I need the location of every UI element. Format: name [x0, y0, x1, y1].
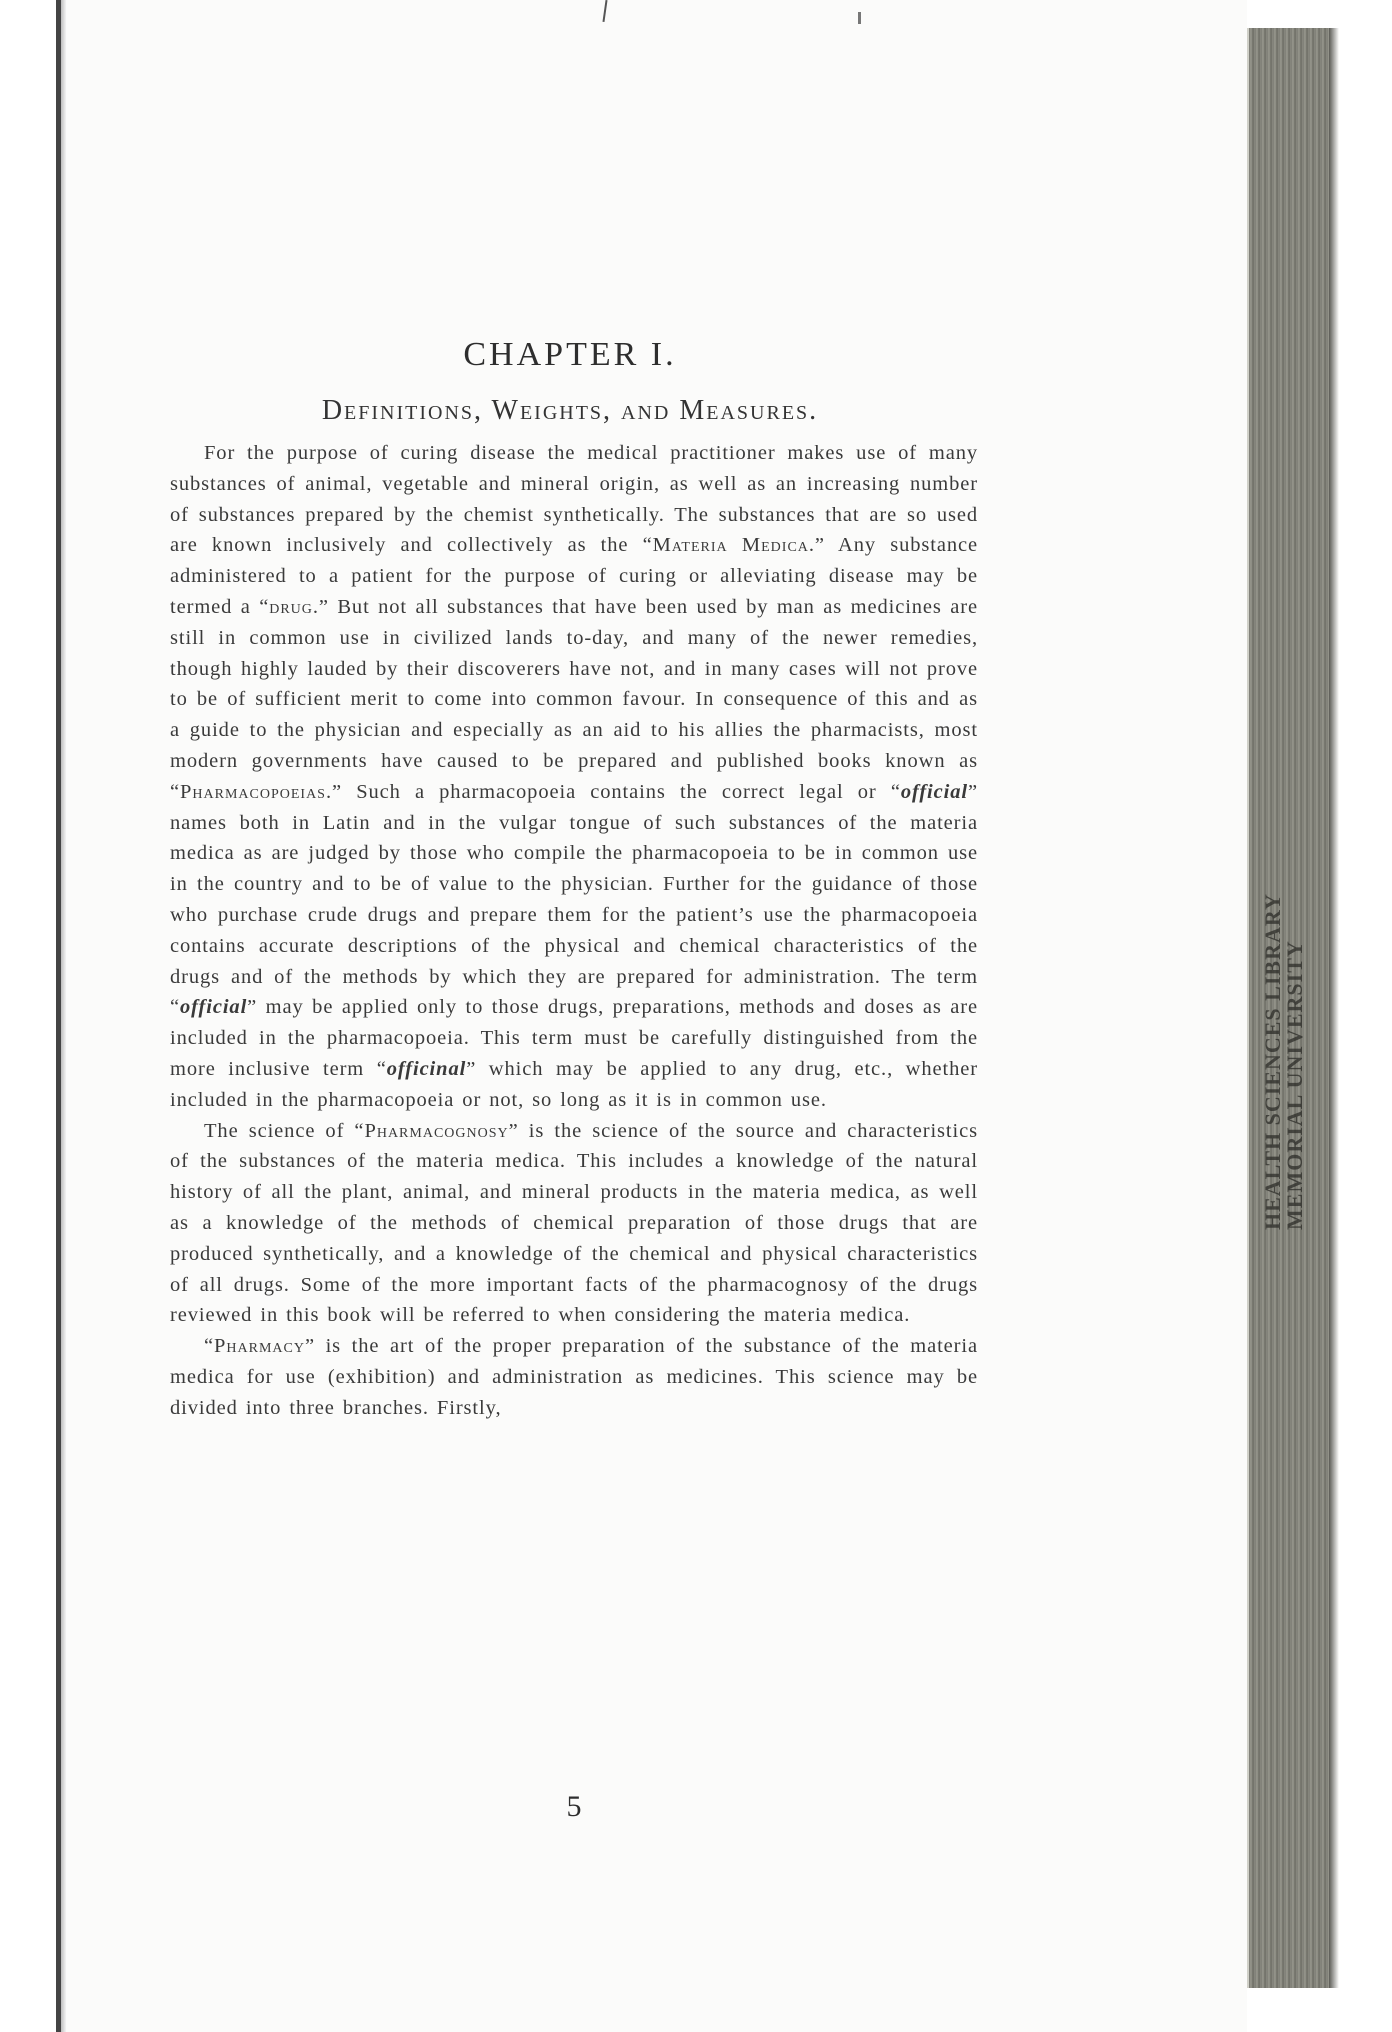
text-run: ” is the art of the proper preparation of the substance of the materia medica for use (exhibition) and administration as medicines. This science may be divided into three branches. Firstly, [170, 1335, 978, 1419]
emphasized-term: officinal [386, 1057, 467, 1080]
emphasized-term: official [180, 996, 248, 1019]
paragraph [170, 1116, 978, 1332]
defined-term: Pharmacopoeias [180, 780, 326, 803]
stamp-line: MEMORIAL UNIVERSITY [1282, 940, 1307, 1230]
text-run: ” which may be applied to any drug, etc., whether included in the pharmacopoeia or not, so long as it is in common use. [170, 1057, 978, 1111]
body-text [170, 438, 978, 1424]
text-run: The science of “ [204, 1119, 365, 1142]
stamp-line: HEALTH SCIENCES LIBRARY [1260, 893, 1285, 1230]
text-run: ” may be applied only to those drugs, preparations, methods and doses as are included in the pharmacopoeia. This term must be carefully distinguished from the more inclusive term “ [170, 996, 978, 1080]
defined-term: Pharmacognosy [364, 1119, 509, 1142]
text-run: .” But not all substances that have been used by man as medicines are still in common use in civilized lands to-day, and many of the newer remedies, though highly lauded by their discoverers have not, and in many cases will not prove to be of sufficient merit to come into common favour. In consequence of this and as a guide to the physician and especially as an aid to his allies the pharmacists, most modern governments have caused to be prepared and published books known as “ [170, 595, 978, 803]
text-run: “ [204, 1335, 214, 1358]
text-run: .” Any substance administered to a patient for the purpose of curing or alleviating disease may be termed a “ [170, 534, 978, 618]
defined-term: drug [269, 595, 313, 618]
text-run: For the purpose of curing disease the medical practitioner makes use of many substances of animal, vegetable and mineral origin, as well as an increasing number of substances prepared by the chemist synthetically. The substances that are so used are known inclusively and collectively as the “ [170, 442, 978, 557]
scan-dot [858, 12, 861, 24]
text-run: ” names both in Latin and in the vulgar tongue of such substances of the materia medica as are judged by those who compile the pharmacopoeia to be in common use in the country and to be of value to the physician. Further for the guidance of those who purchase crude drugs and prepare them for the patient’s use the pharmacopoeia contains accurate descriptions of the physical and chemical characteristics of the drugs and of the methods by which they are prepared for administration. The term “ [170, 780, 978, 1019]
defined-term: Pharmacy [214, 1335, 305, 1358]
emphasized-term: official [900, 780, 968, 803]
text-run: ” is the science of the source and characteristics of the substances of the materia medica. This includes a knowledge of the natural history of all the plant, animal, and mineral products in the materia medica, as well as a knowledge of the methods of chemical preparation of those drugs that are produced synthetically, and a knowledge of the chemical and physical characteristics of all drugs. Some of the more important facts of the pharmacognosy of the drugs reviewed in this book will be referred to when considering the materia medica. [170, 1119, 979, 1327]
chapter-title: CHAPTER I. [463, 336, 677, 373]
defined-term: Materia Medica [652, 534, 809, 557]
page-block-shadow [1329, 28, 1339, 1988]
section-title: Definitions, Weights, and Measures. [321, 395, 819, 426]
library-stamp [1262, 760, 1322, 1230]
paragraph [170, 438, 978, 1116]
paragraph [170, 1331, 978, 1423]
text-run: .” Such a pharmacopoeia contains the correct legal or “ [325, 780, 901, 803]
page-number: 5 [566, 1790, 582, 1823]
